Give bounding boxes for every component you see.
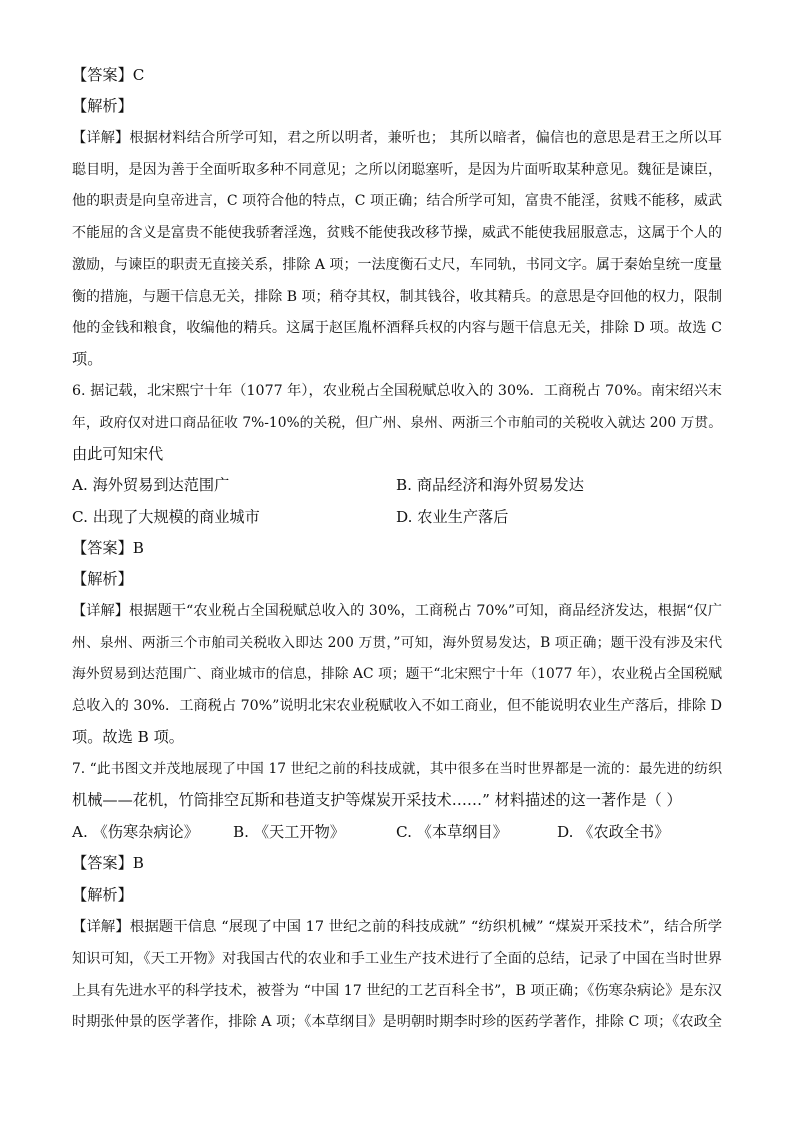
- q7-detail-line: 【详解】根据题干信息 “展现了中国 17 世纪之前的科技成就” “纺织机械” “煤炭开采技术”，结合所学: [72, 919, 722, 935]
- q6-answer: 【答案】B: [72, 539, 144, 557]
- q7-option-a: A. 《伤寒杂病论》: [72, 823, 199, 841]
- q5-analysis-heading: 【解析】: [72, 97, 133, 115]
- q5-detail-line: 项。: [72, 350, 103, 368]
- q6-option-d: D. 农业生产落后: [396, 508, 509, 526]
- q6-detail-line: 项。故选 B 项。: [72, 728, 184, 746]
- q7-detail-line: 时期张仲景的医学著作，排除 A 项；《本草纲目》是明朝时期李时珍的医药学著作，排除 C 项；《农政全: [72, 1014, 722, 1030]
- q6-analysis-heading: 【解析】: [72, 570, 133, 588]
- q6-detail-line: 【详解】根据题干“农业税占全国税赋总收入的 30%，工商税占 70%”可知，商品经济发达，根据“仅广: [72, 603, 722, 619]
- q5-detail-line: 聪目明，是因为善于全面听取多种不同意见；之所以闭聪塞听，是因为片面听取某种意见。魏征是谏臣，: [72, 162, 722, 178]
- q6-option-a: A. 海外贸易到达范围广: [72, 476, 230, 494]
- q7-detail-line: 上具有先进水平的科学技术，被誉为 “中国 17 世纪的工艺百科全书”，B 项正确；《伤寒杂病论》是东汉: [72, 983, 722, 999]
- q7-stem-line: 7. “此书图文并茂地展现了中国 17 世纪之前的科技成就，其中很多在当时世界都是一流的：最先进的纺织: [72, 761, 722, 777]
- q5-detail-line: 【详解】根据材料结合所学可知，君之所以明者，兼听也； 其所以暗者，偏信也的意思是君王之所以耳: [72, 130, 722, 146]
- q6-detail-line: 海外贸易到达范围广、商业城市的信息，排除 AC 项；题干“北宋熙宁十年（1077 年），农业税占全国税赋: [72, 666, 722, 682]
- q5-detail-line: 他的职责是向皇帝进言，C 项符合他的特点，C 项正确；结合所学可知，富贵不能淫，贫贱不能移，威武: [72, 193, 722, 209]
- q7-detail-line: 知识可知，《天工开物》对我国古代的农业和手工业生产技术进行了全面的总结，记录了中国在当时世界: [72, 951, 722, 967]
- q6-detail-line: 总收入的 30%．工商税占 70%”说明北宋农业税赋收入不如工商业，但不能说明农业生产落后，排除 D: [72, 698, 722, 714]
- q7-stem-line: 机械——花机，竹筒排空瓦斯和巷道支护等煤炭开采技术……” 材料描述的这一著作是（ ）: [72, 791, 682, 809]
- q7-option-c: C. 《本草纲目》: [396, 823, 508, 841]
- q7-analysis-heading: 【解析】: [72, 886, 133, 904]
- q6-stem-line: 年，政府仅对进口商品征收 7%-10%的关税，但广州、泉州、两浙三个市舶司的关税收入就达 200 万贯。: [72, 415, 722, 431]
- q7-answer: 【答案】B: [72, 854, 144, 872]
- q5-detail-line: 不能屈的含义是富贵不能使我骄奢淫逸，贫贱不能使我改移节操，威武不能使我屈服意志，这属于个人的: [72, 225, 722, 241]
- q6-stem-line: 6. 据记载，北宋熙宁十年（1077 年），农业税占全国税赋总收入的 30%．工商税占 70%。南宋绍兴末: [72, 383, 722, 399]
- q5-detail-line: 衡的措施，与题干信息无关，排除 B 项；稍夺其权，制其钱谷，收其精兵。的意思是夺回他的权力，限制: [72, 289, 722, 305]
- q6-option-c: C. 出现了大规模的商业城市: [72, 508, 260, 526]
- q6-stem-line: 由此可知宋代: [72, 445, 164, 463]
- q7-option-b: B. 《天工开物》: [233, 823, 345, 841]
- q5-detail-line: 激励，与谏臣的职责无直接关系，排除 A 项；一法度衡石丈尺，车同轨，书同文字。属于秦始皇统一度量: [72, 257, 722, 273]
- q6-detail-line: 州、泉州、两浙三个市舶司关税收入即达 200 万贯，”可知，海外贸易发达，B 项正确；题干没有涉及宋代: [72, 635, 722, 651]
- q6-option-b: B. 商品经济和海外贸易发达: [396, 476, 584, 494]
- q5-detail-line: 他的金钱和粮食，收编他的精兵。这属于赵匡胤杯酒释兵权的内容与题干信息无关，排除 D 项。故选 C: [72, 320, 722, 336]
- q7-option-d: D. 《农政全书》: [557, 823, 670, 841]
- q5-answer: 【答案】C: [72, 66, 145, 84]
